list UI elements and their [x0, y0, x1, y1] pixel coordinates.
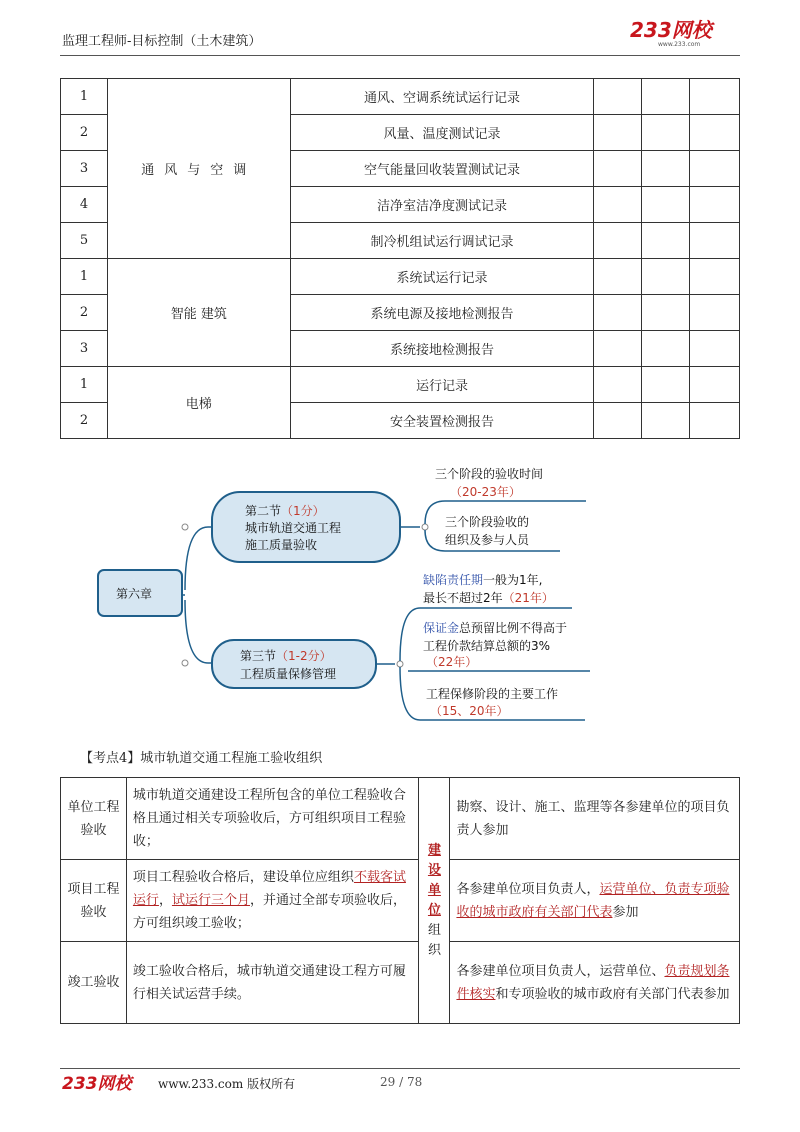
- org-char: 组: [427, 922, 441, 938]
- row-number: 2: [61, 115, 108, 151]
- table-row: [61, 79, 740, 115]
- org-char: 织: [427, 942, 441, 958]
- participants: 勘察、设计、施工、监理等各参建单位的项目负责人参加: [450, 778, 740, 860]
- n1c1-text: 三个阶段的验收时间: [435, 467, 544, 481]
- svg-text:233网校: 233网校: [62, 1074, 132, 1094]
- row-label: 项目工程验收: [61, 860, 127, 942]
- node2-line1: 第三节（1-2分）: [240, 649, 332, 663]
- brand-logo: [628, 18, 740, 48]
- row-label: 单位工程验收: [61, 778, 127, 860]
- n2c2-line2: 工程价款结算总额的3%: [423, 639, 551, 653]
- item-cell: 制冷机组试运行调试记录: [290, 223, 594, 259]
- n2c3-text: 工程保修阶段的主要工作: [426, 687, 559, 701]
- table-row: [61, 860, 740, 942]
- table-row: [61, 259, 740, 295]
- footer-divider: [60, 1068, 740, 1069]
- footer-logo: [62, 1070, 152, 1094]
- n1c2-text2: 组织及参与人员: [445, 533, 530, 547]
- item-cell: 安全装置检测报告: [290, 403, 594, 439]
- category-cell: 智能 建筑: [107, 259, 290, 367]
- chapter-mindmap: [90, 460, 610, 730]
- row-content: 城市轨道交通建设工程所包含的单位工程验收合格且通过相关专项验收后，方可组织项目工程验收；: [126, 778, 419, 860]
- kaodian-heading: 【考点4】城市轨道交通工程施工验收组织: [80, 751, 323, 766]
- participants: 各参建单位项目负责人，运营单位、负责专项验收的城市政府有关部门代表参加: [450, 860, 740, 942]
- header-title: 监理工程师-目标控制（土木建筑）: [62, 34, 262, 49]
- row-number: 1: [61, 79, 108, 115]
- n2c3-years: （15、20年）: [430, 704, 509, 718]
- table-row: [61, 778, 740, 860]
- root-label: 第六章: [116, 587, 153, 601]
- n2c1-line2: 最长不超过2年（21年）: [423, 591, 554, 605]
- row-label: 竣工验收: [61, 942, 127, 1024]
- node2-line2: 工程质量保修管理: [240, 667, 337, 681]
- acceptance-table: [60, 777, 740, 1024]
- logo-url: www.233.com: [658, 41, 701, 48]
- table-row: [61, 942, 740, 1024]
- logo-text: 233网校: [630, 18, 712, 42]
- n1c1-years: （20-23年）: [450, 485, 521, 499]
- footer-site: www.233.com 版权所有: [158, 1077, 296, 1091]
- row-content: 项目工程验收合格后，建设单位应组织不载客试运行，试运行三个月，并通过全部专项验收后，方可组织竣工验收；: [126, 860, 419, 942]
- page-number: 29 / 78: [380, 1075, 423, 1089]
- row-number: 3: [61, 151, 108, 187]
- row-number: 1: [61, 259, 108, 295]
- item-cell: 系统试运行记录: [290, 259, 594, 295]
- item-cell: 运行记录: [290, 367, 594, 403]
- org-char: 位: [427, 902, 441, 918]
- row-number: 2: [61, 295, 108, 331]
- records-table: [60, 78, 740, 439]
- n1c2-text1: 三个阶段验收的: [445, 515, 530, 529]
- category-cell: 电梯: [107, 367, 290, 439]
- row-content: 竣工验收合格后，城市轨道交通建设工程方可履行相关试运营手续。: [126, 942, 419, 1024]
- item-cell: 风量、温度测试记录: [290, 115, 594, 151]
- row-number: 1: [61, 367, 108, 403]
- item-cell: 系统接地检测报告: [290, 331, 594, 367]
- row-number: 2: [61, 403, 108, 439]
- header-divider: [60, 55, 740, 56]
- org-char: 设: [427, 862, 441, 878]
- participants: 各参建单位项目负责人，运营单位、负责规划条件核实和专项验收的城市政府有关部门代表参加: [450, 942, 740, 1024]
- item-cell: 系统电源及接地检测报告: [290, 295, 594, 331]
- row-number: 4: [61, 187, 108, 223]
- node1-line2: 城市轨道交通工程: [245, 521, 342, 535]
- category-cell: 通风与空调: [107, 79, 290, 259]
- node1-line3: 施工质量验收: [245, 538, 318, 552]
- org-char: 建: [427, 842, 441, 858]
- n2c2-line1: 保证金总预留比例不得高于: [423, 621, 568, 635]
- n2c1-line1: 缺陷责任期一般为1年,: [423, 573, 543, 587]
- item-cell: 空气能量回收装置测试记录: [290, 151, 594, 187]
- organizer-cell: [419, 778, 450, 1024]
- org-char: 单: [427, 882, 441, 898]
- item-cell: 洁净室洁净度测试记录: [290, 187, 594, 223]
- table-row: [61, 367, 740, 403]
- n2c2-years: （22年）: [426, 655, 478, 669]
- row-number: 5: [61, 223, 108, 259]
- node1-line1: 第二节（1分）: [245, 504, 325, 518]
- row-number: 3: [61, 331, 108, 367]
- item-cell: 通风、空调系统试运行记录: [290, 79, 594, 115]
